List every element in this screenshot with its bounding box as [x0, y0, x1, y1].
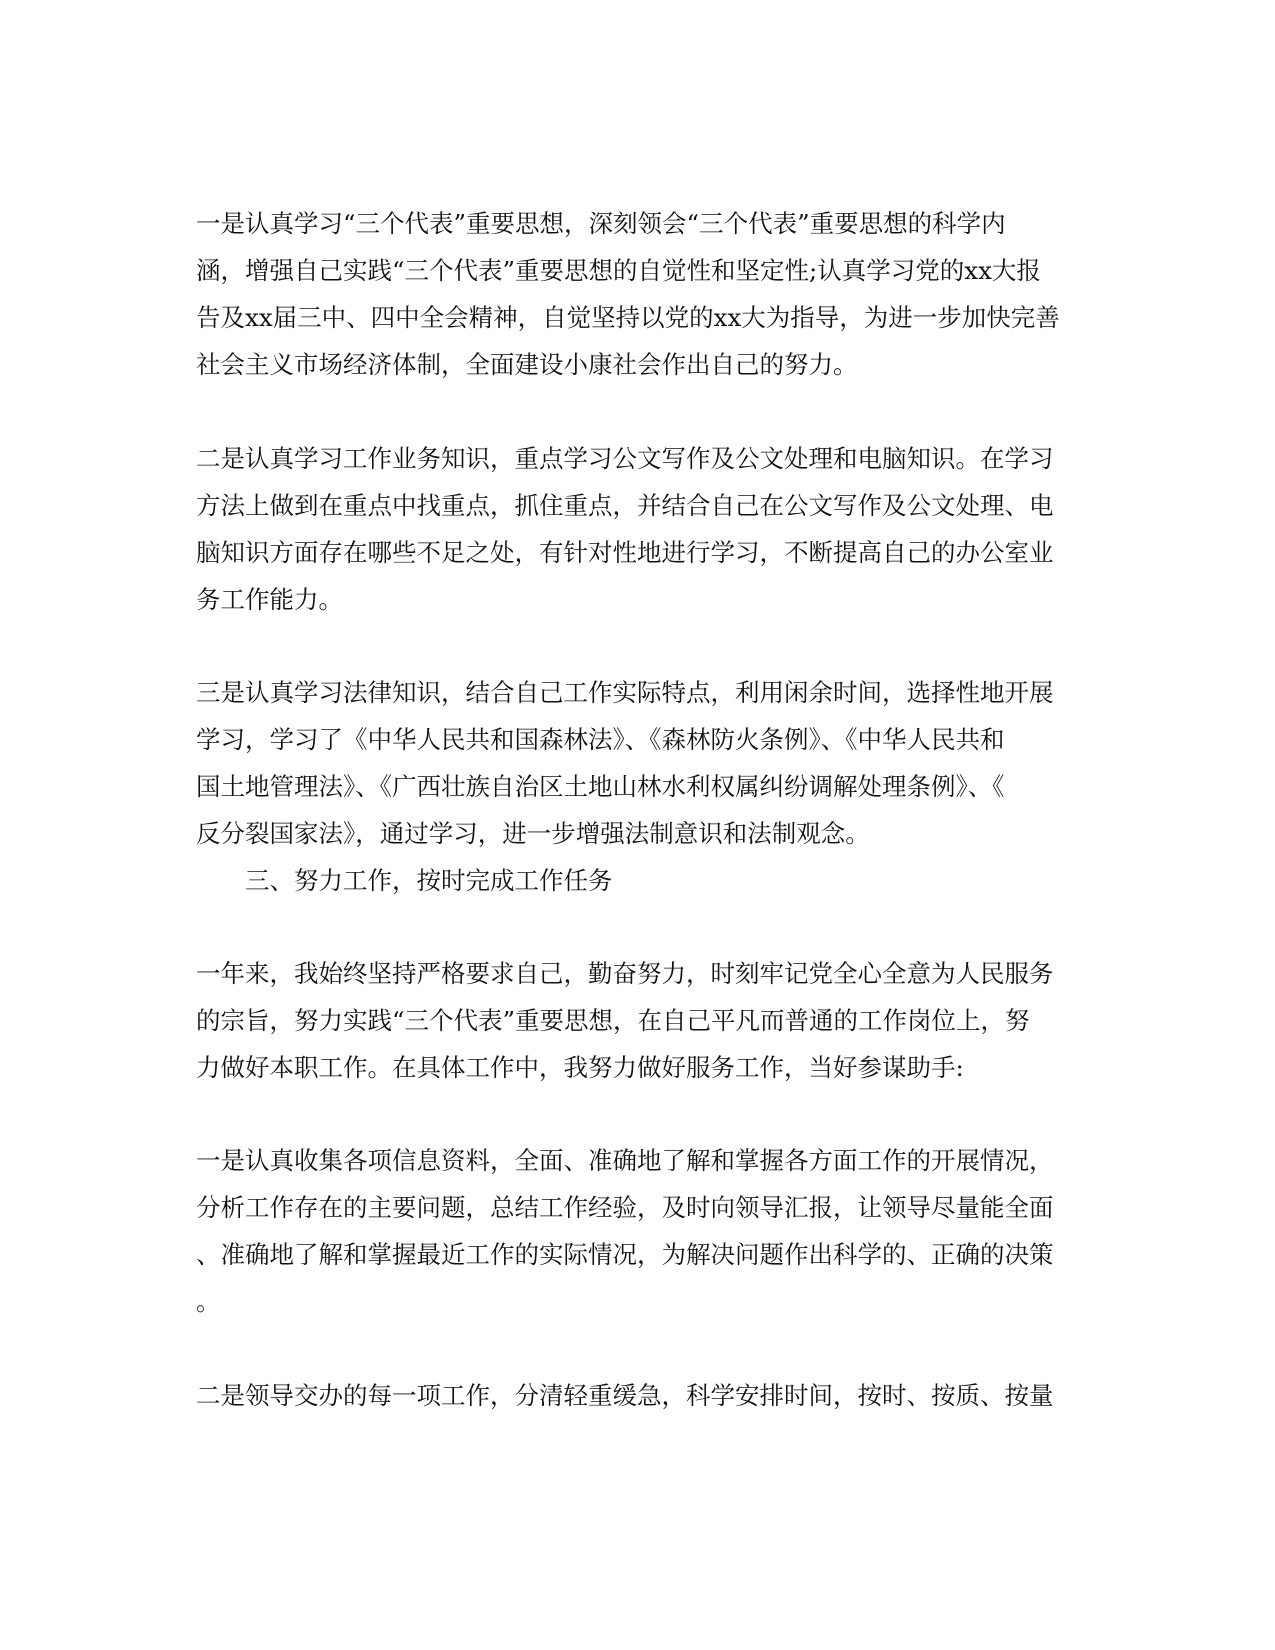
paragraph-4-line-3: 力做好本职工作。在具体工作中，我努力做好服务工作，当好参谋助手:	[196, 1053, 964, 1082]
paragraph-1-line-3: 告及xx届三中、四中全会精神，自觉坚持以党的xx大为指导，为进一步加快完善	[196, 303, 1060, 332]
paragraph-2-line-3: 脑知识方面存在哪些不足之处，有针对性地进行学习，不断提高自己的办公室业	[196, 538, 1054, 567]
paragraph-1-line-1: 一是认真学习“三个代表”重要思想，深刻领会“三个代表”重要思想的科学内	[196, 209, 1006, 238]
paragraph-1-line-2: 涵，增强自己实践“三个代表”重要思想的自觉性和坚定性;认真学习党的xx大报	[196, 256, 1041, 285]
paragraph-5-line-1: 一是认真收集各项信息资料，全面、准确地了解和掌握各方面工作的开展情况，	[196, 1146, 1054, 1175]
paragraph-2-line-4: 务工作能力。	[196, 585, 343, 614]
paragraph-2-line-2: 方法上做到在重点中找重点，抓住重点，并结合自己在公文写作及公文处理、电	[196, 491, 1054, 520]
paragraph-4-line-1: 一年来，我始终坚持严格要求自己，勤奋努力，时刻牢记党全心全意为人民服务	[196, 959, 1054, 988]
paragraph-5-line-3: 、准确地了解和掌握最近工作的实际情况，为解决问题作出科学的、正确的决策	[196, 1240, 1054, 1269]
paragraph-2-line-1: 二是认真学习工作业务知识，重点学习公文写作及公文处理和电脑知识。在学习	[196, 444, 1054, 473]
paragraph-5-line-4: 。	[196, 1287, 221, 1316]
paragraph-6-line-1: 二是领导交办的每一项工作，分清轻重缓急，科学安排时间，按时、按质、按量	[196, 1381, 1054, 1410]
paragraph-3-line-2: 学习，学习了《中华人民共和国森林法》、《森林防火条例》、《中华人民共和	[196, 725, 1005, 754]
paragraph-5-line-2: 分析工作存在的主要问题，总结工作经验，及时向领导汇报，让领导尽量能全面	[196, 1193, 1054, 1222]
paragraph-3-line-1: 三是认真学习法律知识，结合自己工作实际特点，利用闲余时间，选择性地开展	[196, 678, 1054, 707]
paragraph-1-line-4: 社会主义市场经济体制，全面建设小康社会作出自己的努力。	[196, 350, 858, 379]
paragraph-4-line-2: 的宗旨，努力实践“三个代表”重要思想，在自己平凡而普通的工作岗位上，努	[196, 1006, 1030, 1035]
paragraph-3-line-4: 反分裂国家法》，通过学习，进一步增强法制意识和法制观念。	[196, 819, 870, 848]
section-heading: 三、努力工作，按时完成工作任务	[245, 866, 613, 895]
paragraph-3-line-3: 国土地管理法》、《广西壮族自治区土地山林水利权属纠纷调解处理条例》、《	[196, 772, 1005, 801]
